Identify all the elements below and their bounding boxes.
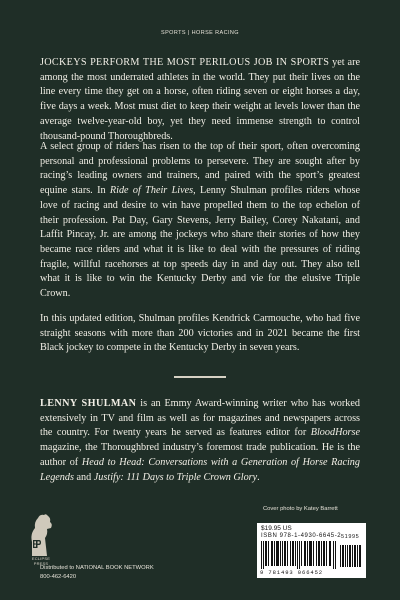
price-label: $19.95 US [261,525,292,532]
lead-in-text: JOCKEYS PERFORM THE MOST PERILOUS JOB IN SPORTS [40,57,330,68]
bio-text-3: and [73,471,94,483]
description-paragraph-3: In this updated edition, Shulman profiles Kendrick Carmouche, who had five straight seasons with more than 200 victories and in 2021 became the first Black jockey to compete in the Kentucky Derby in seven years. [40,313,360,354]
logo-text-line-1: ECLIPSE [31,556,51,561]
paragraph-1-text: yet are among the most underrated athletes in the world. They put their lives on the line every time they get on a horse, often riding seven or eight horses a day, five days a week. Most must diet to keep their weight at levels lower than the average twelve-year-old boy, yet they need immense strength to control thousand-pound Thoroughbreds. [40,57,360,142]
price-addon-number: 51995 [341,534,360,540]
paragraph-2-text-after: , Lenny Shulman profiles riders whose love of racing and desire to win have propelled them to the top echelon of their profession. Pat Day, Gary Stevens, Jerry Bailey, Corey Nakatani, and Laffit Pincay, Jr. are among the jockeys who share their stories of how they became race riders and what it is like to deal with the pressures of riding fragile, willful racehorses at top speeds day in and day out. They also tell what it is like to win the Kentucky Derby and vie for the elusive Triple Crown. [40,185,360,300]
book-title-2: Justify: 111 Days to Triple Crown Glory [93,471,258,483]
category-label: SPORTS | HORSE RACING [161,30,239,36]
logo-text-line-2: PRESS [33,561,49,566]
bio-text-4: . [257,471,260,483]
description-paragraph-2 [40,140,360,302]
section-divider [174,376,226,378]
magazine-title: BloodHorse [310,427,360,439]
bio-text-2: magazine, the Thoroughbred industry’s foremost trade publication. He is the author of [40,442,360,468]
eclipse-press-logo-icon [26,512,56,558]
barcode-digits: 9 781493 066452 [260,569,324,576]
ean-barcode-icon [261,541,337,569]
price-addon-barcode-icon [340,545,362,567]
photo-credit: Cover photo by Katey Barrett [263,506,338,512]
bio-text-1: is an Emmy Award-winning writer who has worked extensively in TV and film as well as for magazines and newspapers across the country. For twenty years he served as features editor for [40,398,360,439]
author-bio [40,397,360,485]
book-title-1: Head to Head: Conversations with a Generation of Horse Racing Legends [40,456,360,483]
barcode-block [257,523,366,578]
author-name: LENNY SHULMAN [40,398,137,409]
description-paragraph-1 [40,56,360,144]
distributor-line: Distributed to NATIONAL BOOK NETWORK [40,565,154,571]
isbn-label: ISBN 978-1-4930-6645-2 [261,533,342,539]
distribution-info [40,564,154,581]
paragraph-2-text-before: A select group of riders has risen to the top of their sport, often overcoming personal and professional problems to persevere. They are sought after by racing’s leading owners and trainers, and paired with the sport’s greatest equine stars. In [40,141,360,197]
distributor-phone: 800-462-6420 [40,573,77,580]
book-title-italic: Ride of Their Lives [109,185,194,197]
